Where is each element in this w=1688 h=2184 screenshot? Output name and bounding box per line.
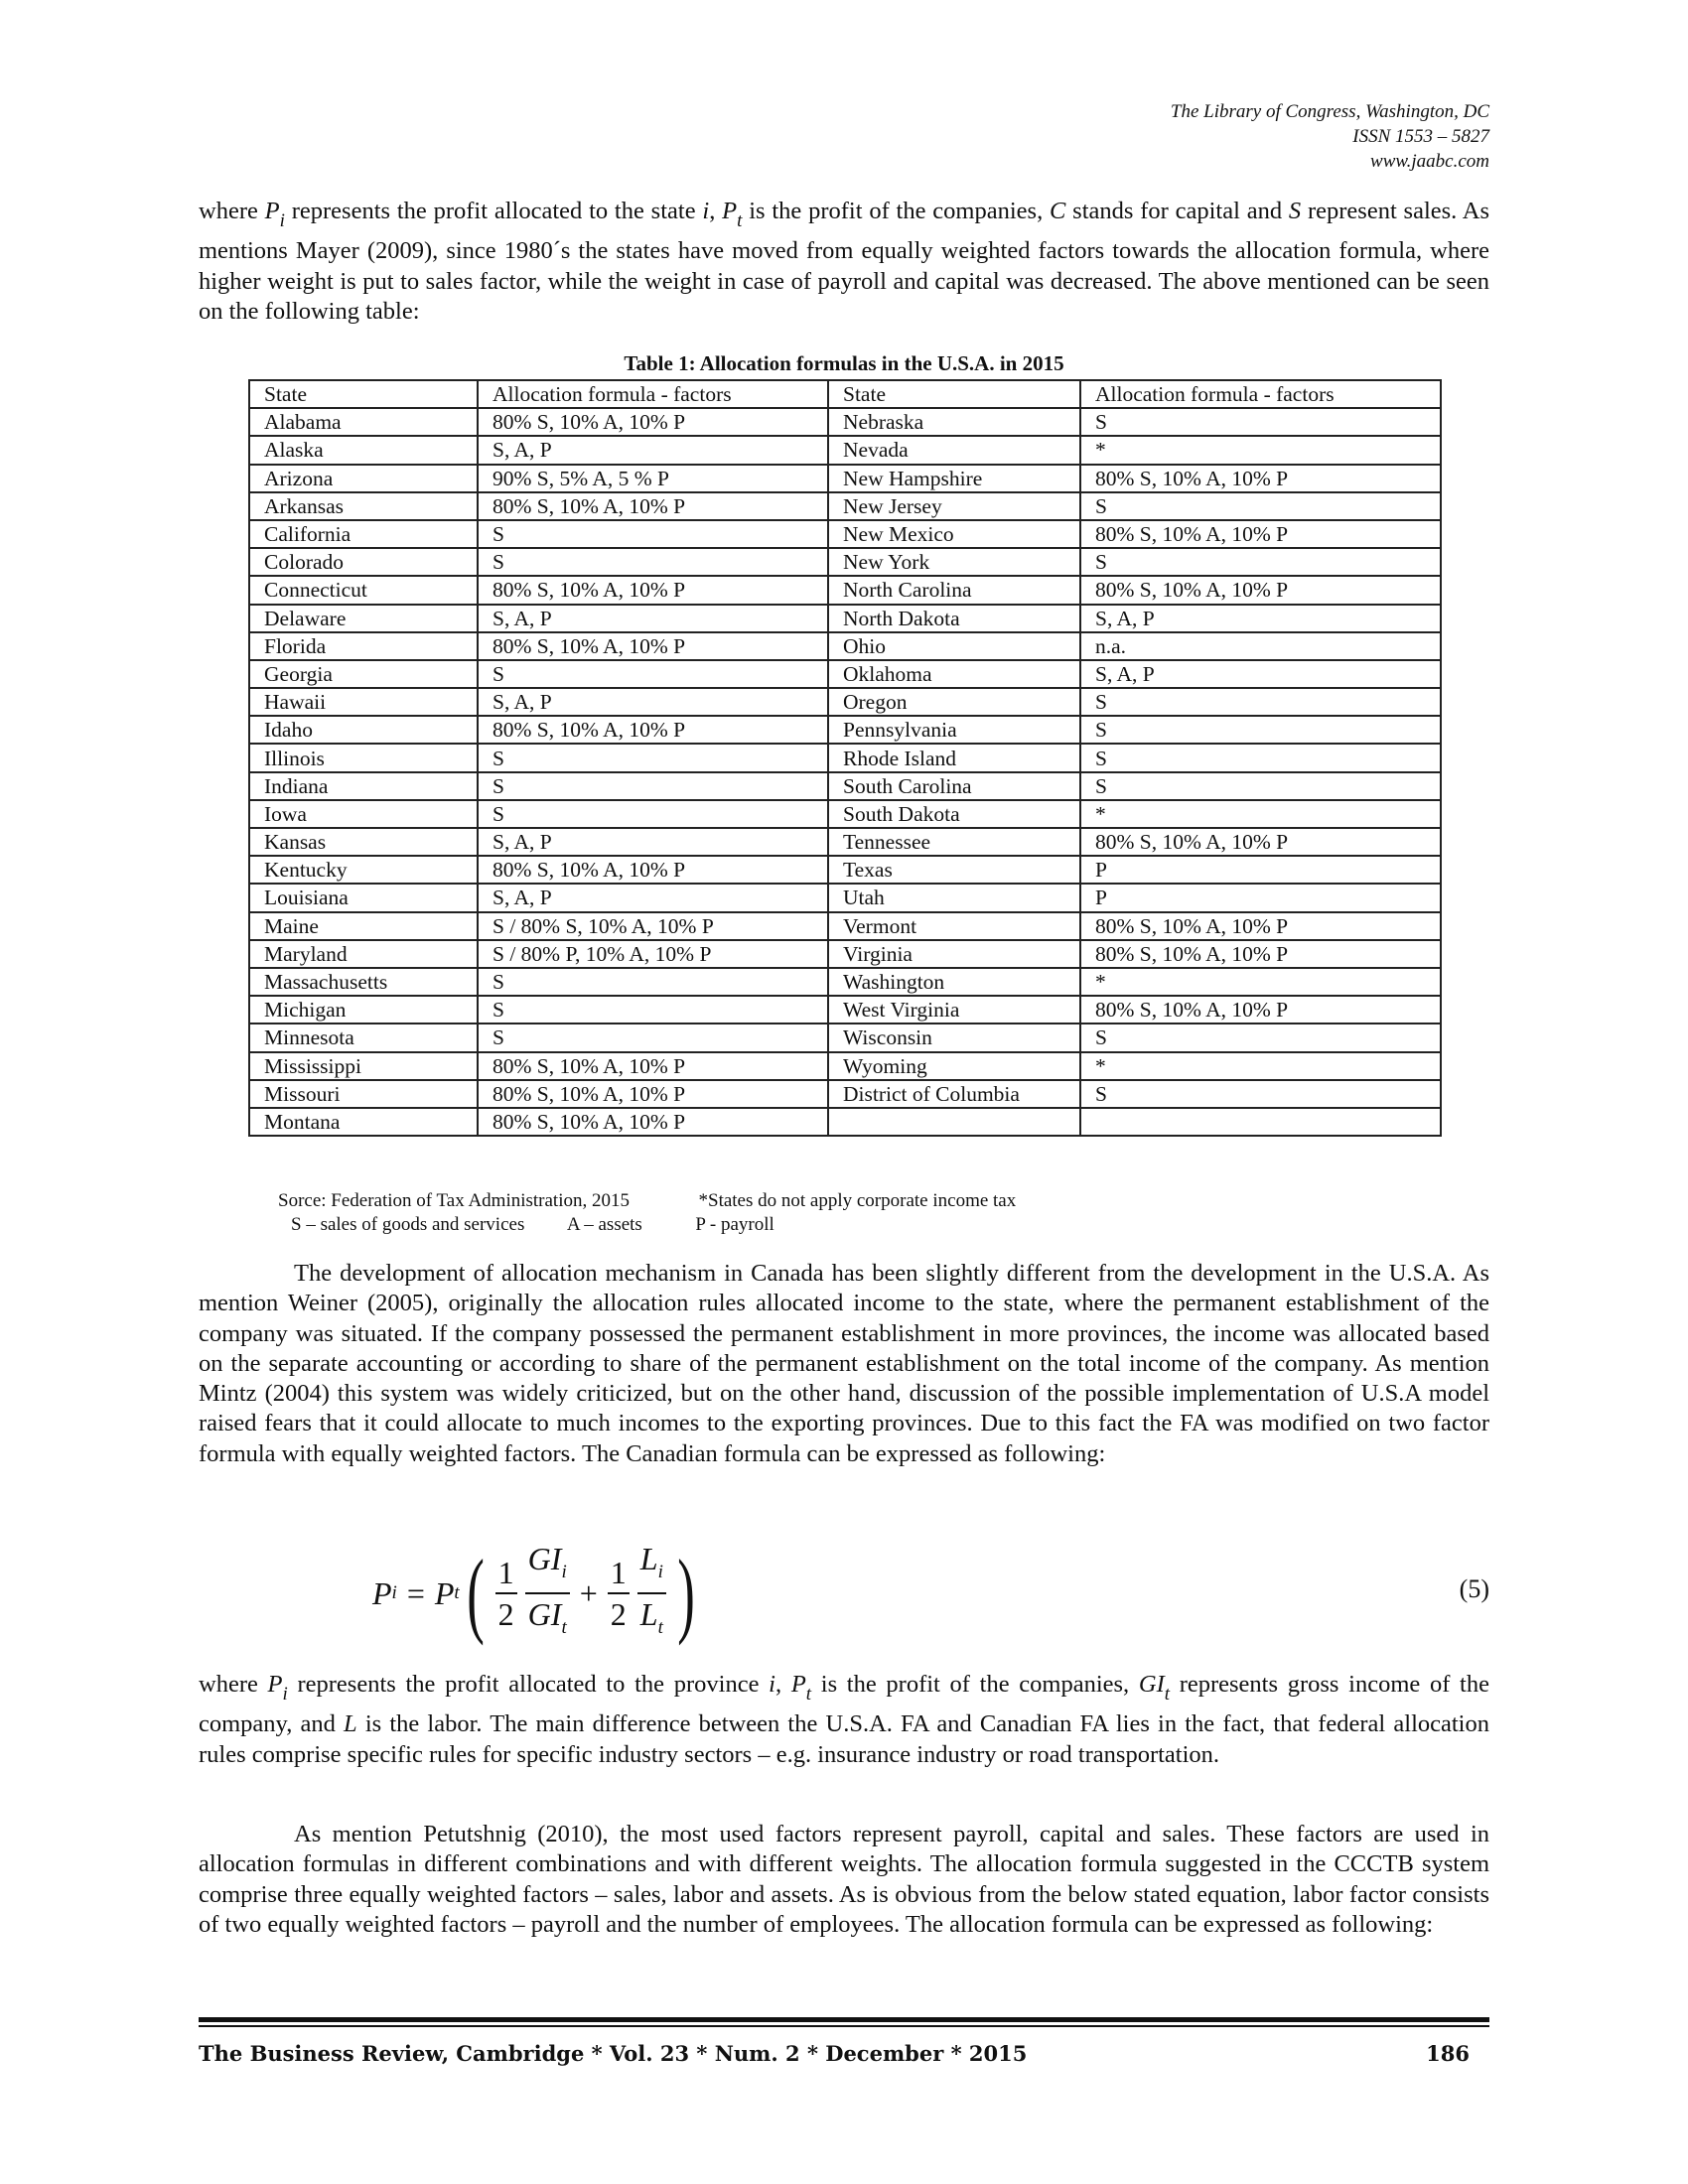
legend-p: P - payroll xyxy=(695,1214,774,1235)
cell-formula-left: 80% S, 10% A, 10% P xyxy=(478,408,828,436)
cell-formula-left: S / 80% P, 10% A, 10% P xyxy=(478,940,828,968)
cell-formula-left: 80% S, 10% A, 10% P xyxy=(478,1080,828,1108)
header-state-left: State xyxy=(249,380,478,408)
cell-formula-left: 80% S, 10% A, 10% P xyxy=(478,856,828,884)
cell-state-left: Massachusetts xyxy=(249,968,478,996)
cell-formula-right: 80% S, 10% A, 10% P xyxy=(1080,828,1441,856)
header-state-right: State xyxy=(828,380,1080,408)
footer-rule-thick xyxy=(199,2017,1489,2022)
table-row xyxy=(249,1108,1441,1136)
cell-formula-right: 80% S, 10% A, 10% P xyxy=(1080,576,1441,604)
cell-state-right: Oklahoma xyxy=(828,660,1080,688)
table-row xyxy=(249,800,1441,828)
table-row xyxy=(249,576,1441,604)
cell-formula-right: S xyxy=(1080,688,1441,716)
cell-formula-right: S xyxy=(1080,1080,1441,1108)
cell-state-left: Iowa xyxy=(249,800,478,828)
cell-formula-left: S xyxy=(478,520,828,548)
cell-formula-left: S xyxy=(478,744,828,771)
table-row xyxy=(249,744,1441,771)
cell-formula-right: * xyxy=(1080,1052,1441,1080)
cell-formula-left: S xyxy=(478,772,828,800)
cell-formula-left: 80% S, 10% A, 10% P xyxy=(478,1052,828,1080)
cell-state-right: Vermont xyxy=(828,912,1080,940)
cell-formula-right: * xyxy=(1080,436,1441,464)
cell-state-right: Wisconsin xyxy=(828,1024,1080,1051)
cell-formula-left: S / 80% S, 10% A, 10% P xyxy=(478,912,828,940)
cell-state-left: Hawaii xyxy=(249,688,478,716)
table-row xyxy=(249,436,1441,464)
header-formula-left: Allocation formula - factors xyxy=(478,380,828,408)
cell-state-right: Pennsylvania xyxy=(828,716,1080,744)
equation-number: (5) xyxy=(1459,1574,1489,1603)
table-star-note: *States do not apply corporate income tax xyxy=(698,1190,1017,1211)
cell-formula-left: S, A, P xyxy=(478,688,828,716)
table-row xyxy=(249,996,1441,1024)
cell-state-right: Ohio xyxy=(828,632,1080,660)
cell-formula-right xyxy=(1080,1108,1441,1136)
table-row xyxy=(249,828,1441,856)
cell-state-left: Idaho xyxy=(249,716,478,744)
cell-state-left: Louisiana xyxy=(249,884,478,911)
cell-state-right: New York xyxy=(828,548,1080,576)
cell-formula-left: S, A, P xyxy=(478,436,828,464)
cell-state-right: Tennessee xyxy=(828,828,1080,856)
cell-formula-right: S xyxy=(1080,548,1441,576)
legend-a: A – assets xyxy=(566,1214,642,1235)
header-issn: ISSN 1553 – 5827 xyxy=(1352,126,1489,147)
table-row xyxy=(249,605,1441,632)
allocation-table-body xyxy=(249,380,1441,1136)
header-website: www.jaabc.com xyxy=(1370,151,1489,172)
table-row xyxy=(249,688,1441,716)
cell-state-left: Arkansas xyxy=(249,492,478,520)
cell-formula-right: S xyxy=(1080,1024,1441,1051)
header-library: The Library of Congress, Washington, DC xyxy=(1170,101,1489,122)
cell-formula-right: S xyxy=(1080,408,1441,436)
cell-state-left: Michigan xyxy=(249,996,478,1024)
page-number: 186 xyxy=(1426,2041,1470,2066)
cell-state-right: Rhode Island xyxy=(828,744,1080,771)
cell-state-left: Montana xyxy=(249,1108,478,1136)
cell-formula-right: 80% S, 10% A, 10% P xyxy=(1080,996,1441,1024)
cell-state-right: South Carolina xyxy=(828,772,1080,800)
cell-state-left: Alabama xyxy=(249,408,478,436)
table-row xyxy=(249,492,1441,520)
cell-state-left: Kentucky xyxy=(249,856,478,884)
running-header xyxy=(1171,99,1489,174)
table-row xyxy=(249,940,1441,968)
cell-formula-left: S xyxy=(478,660,828,688)
canadian-formula: P i = P t ( $\frac{1}{2}$ $\frac{GI_i}{GI_t}$ + $\frac{1}{2}$ $\frac{L_i}{L_t}$ ) xyxy=(372,1540,695,1646)
footer-rule-thin xyxy=(199,2025,1489,2027)
cell-state-left: Delaware xyxy=(249,605,478,632)
table-row xyxy=(249,856,1441,884)
cell-formula-right: * xyxy=(1080,800,1441,828)
cell-formula-right: n.a. xyxy=(1080,632,1441,660)
cell-state-right: District of Columbia xyxy=(828,1080,1080,1108)
cell-state-right: New Mexico xyxy=(828,520,1080,548)
cell-formula-left: S xyxy=(478,1024,828,1051)
cell-formula-right: 80% S, 10% A, 10% P xyxy=(1080,465,1441,492)
cell-state-right: New Jersey xyxy=(828,492,1080,520)
cell-formula-right: 80% S, 10% A, 10% P xyxy=(1080,940,1441,968)
cell-formula-right: * xyxy=(1080,968,1441,996)
cell-state-right: Texas xyxy=(828,856,1080,884)
table-notes-line1 xyxy=(278,1189,1016,1213)
cell-formula-right: S xyxy=(1080,772,1441,800)
cell-state-left: Mississippi xyxy=(249,1052,478,1080)
table-row xyxy=(249,520,1441,548)
cell-formula-right: S xyxy=(1080,716,1441,744)
cell-state-left: Arizona xyxy=(249,465,478,492)
cell-state-left: Alaska xyxy=(249,436,478,464)
table-row xyxy=(249,548,1441,576)
cell-state-right: New Hampshire xyxy=(828,465,1080,492)
cell-formula-left: 80% S, 10% A, 10% P xyxy=(478,492,828,520)
table-row xyxy=(249,772,1441,800)
allocation-table xyxy=(248,379,1442,1137)
cell-state-left: Maine xyxy=(249,912,478,940)
cell-formula-left: 80% S, 10% A, 10% P xyxy=(478,716,828,744)
cell-state-right: West Virginia xyxy=(828,996,1080,1024)
table-title: Table 1: Allocation formulas in the U.S.A. in 2015 xyxy=(624,351,1064,375)
table-row xyxy=(249,408,1441,436)
table-row xyxy=(249,884,1441,911)
cell-formula-left: S, A, P xyxy=(478,884,828,911)
table-notes-line2 xyxy=(291,1213,774,1237)
cell-formula-left: S, A, P xyxy=(478,605,828,632)
cell-state-left: Minnesota xyxy=(249,1024,478,1051)
cell-formula-left: 80% S, 10% A, 10% P xyxy=(478,632,828,660)
cell-state-right: South Dakota xyxy=(828,800,1080,828)
footer xyxy=(199,2041,1489,2066)
cell-formula-right: S, A, P xyxy=(1080,605,1441,632)
table-row xyxy=(249,912,1441,940)
legend-s: S – sales of goods and services xyxy=(291,1214,525,1235)
cell-formula-left: 90% S, 5% A, 5 % P xyxy=(478,465,828,492)
cell-state-right: North Carolina xyxy=(828,576,1080,604)
header-formula-right: Allocation formula - factors xyxy=(1080,380,1441,408)
cell-state-left: Kansas xyxy=(249,828,478,856)
cell-state-right: Nevada xyxy=(828,436,1080,464)
cell-formula-right: 80% S, 10% A, 10% P xyxy=(1080,912,1441,940)
table-row xyxy=(249,1080,1441,1108)
paragraph-canada: The development of allocation mechanism in Canada has been slightly different from the development in the U.S.A. As mention Weiner (2005), originally the allocation rules allocated income to the state, where the permanent establishment of the company was situated. If the company possessed the permanent establishment in more provinces, the income was allocated based on the separate accounting or according to share of the permanent establishment on the total income of the company. As mention Mintz (2004) this system was widely criticized, but on the other hand, discussion of the possible implementation of U.S.A model raised fears that it could allocate to much incomes to the exporting provinces. Due to this fact the FA was modified on two factor formula with equally weighted factors. The Canadian formula can be expressed as following: xyxy=(199,1260,1489,1467)
table-row xyxy=(249,968,1441,996)
paragraph-intro: where $P_i$ represents the profit allocated to the state i, $P_t$ is the profit of the companies, C stands for capital and S represent sales. As mentions Mayer (2009), since 1980´s the states have moved from equally weighted factors towards the allocation formula, where higher weight is put to sales factor, while the weight in case of payroll and capital was decreased. The above mentioned can be seen on the following table: xyxy=(199,198,1489,325)
table-row xyxy=(249,1052,1441,1080)
cell-state-right: Virginia xyxy=(828,940,1080,968)
cell-state-right: Wyoming xyxy=(828,1052,1080,1080)
cell-formula-right: 80% S, 10% A, 10% P xyxy=(1080,520,1441,548)
table-row xyxy=(249,465,1441,492)
table-row xyxy=(249,1024,1441,1051)
cell-state-left: Illinois xyxy=(249,744,478,771)
footer-journal: The Business Review, Cambridge * Vol. 23 * Num. 2 * December * 2015 xyxy=(199,2041,1028,2066)
cell-state-right: Oregon xyxy=(828,688,1080,716)
cell-formula-left: 80% S, 10% A, 10% P xyxy=(478,576,828,604)
cell-formula-right: S xyxy=(1080,744,1441,771)
table-row xyxy=(249,660,1441,688)
cell-formula-right: P xyxy=(1080,884,1441,911)
cell-formula-right: P xyxy=(1080,856,1441,884)
cell-state-left: Missouri xyxy=(249,1080,478,1108)
cell-state-right: Utah xyxy=(828,884,1080,911)
table-header-row xyxy=(249,380,1441,408)
cell-state-left: Connecticut xyxy=(249,576,478,604)
table-row xyxy=(249,632,1441,660)
cell-formula-right: S xyxy=(1080,492,1441,520)
cell-state-left: Maryland xyxy=(249,940,478,968)
cell-formula-left: 80% S, 10% A, 10% P xyxy=(478,1108,828,1136)
cell-formula-left: S xyxy=(478,996,828,1024)
cell-state-left: Colorado xyxy=(249,548,478,576)
paragraph-ccctb: As mention Petutshnig (2010), the most used factors represent payroll, capital and sales. These factors are used in allocation formulas in different combinations and with different weights. The allocation formula suggested in the CCCTB system comprise three equally weighted factors – sales, labor and assets. As is obvious from the below stated equation, labor factor consists of two equally weighted factors – payroll and the number of employees. The allocation formula can be expressed as following: xyxy=(199,1821,1489,1938)
cell-formula-left: S xyxy=(478,968,828,996)
cell-state-right xyxy=(828,1108,1080,1136)
cell-state-left: California xyxy=(249,520,478,548)
table-source: Sorce: Federation of Tax Administration, 2015 xyxy=(278,1190,630,1211)
cell-state-right: North Dakota xyxy=(828,605,1080,632)
cell-formula-left: S xyxy=(478,800,828,828)
cell-state-right: Washington xyxy=(828,968,1080,996)
cell-state-left: Indiana xyxy=(249,772,478,800)
cell-state-right: Nebraska xyxy=(828,408,1080,436)
paragraph-where: where $P_i$ represents the profit allocated to the province i, $P_t$ is the profit of the companies, $GI_t$ represents gross income of the company, and L is the labor. The main difference between the U.S.A. FA and Canadian FA lies in the fact, that federal allocation rules comprise specific rules for specific industry sectors – e.g. insurance industry or road transportation. xyxy=(199,1671,1489,1768)
table-row xyxy=(249,716,1441,744)
cell-formula-left: S, A, P xyxy=(478,828,828,856)
cell-formula-left: S xyxy=(478,548,828,576)
cell-formula-right: S, A, P xyxy=(1080,660,1441,688)
cell-state-left: Florida xyxy=(249,632,478,660)
cell-state-left: Georgia xyxy=(249,660,478,688)
